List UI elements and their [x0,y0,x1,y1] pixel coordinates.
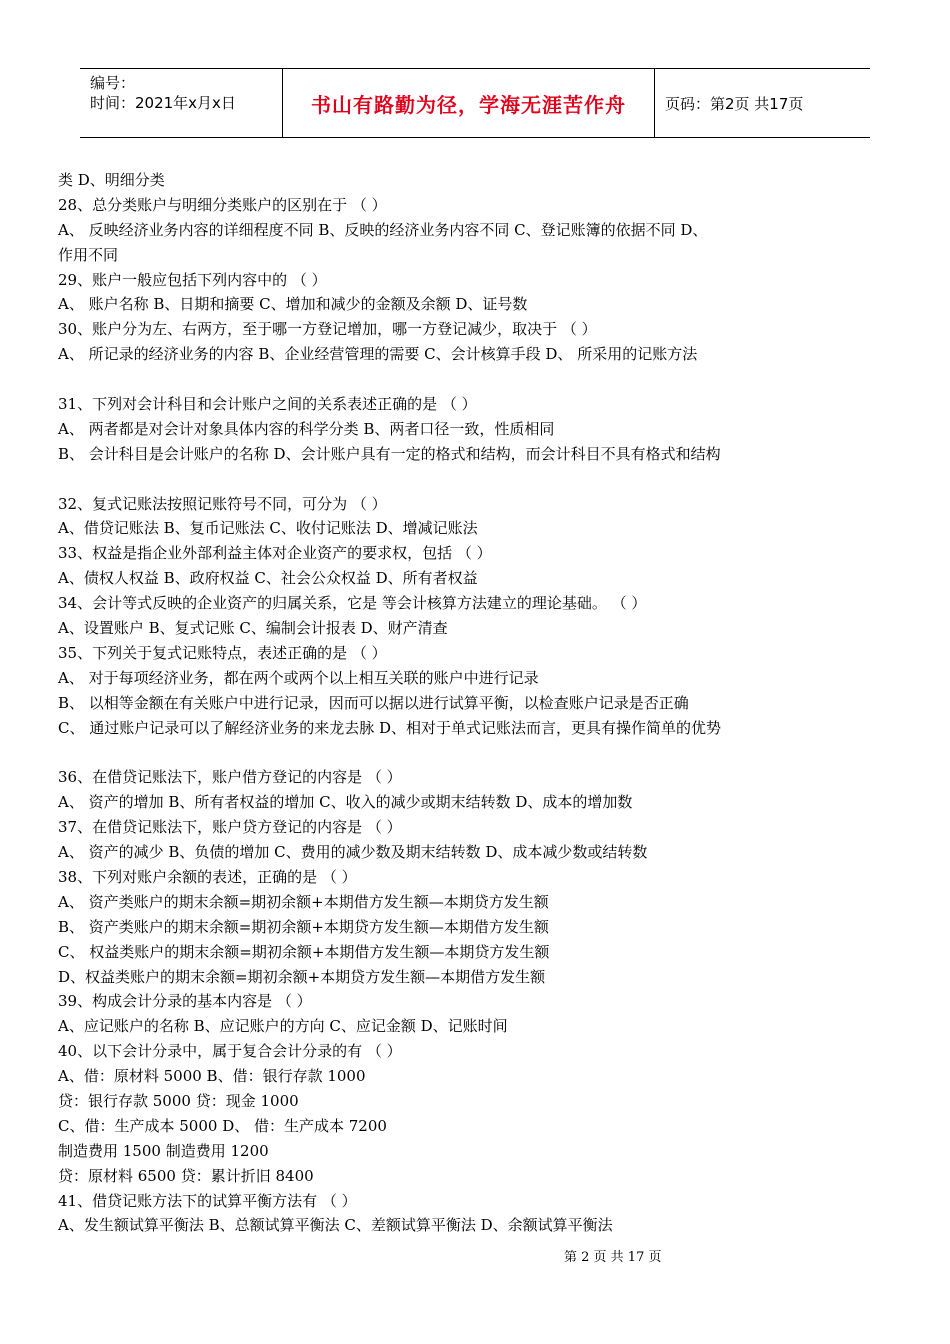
text-line: A、发生额试算平衡法 B、总额试算平衡法 C、差额试算平衡法 D、余额试算平衡法 [58,1216,613,1235]
text-line: 38、下列对账户余额的表述，正确的是 （ ） [58,867,357,886]
blank-line [58,740,828,765]
text-line: C、 权益类账户的期末余额=期初余额+本期借方发生额—本期贷方发生额 [58,942,550,961]
text-line: 34、会计等式反映的企业资产的归属关系，它是 等会计核算方法建立的理论基础。 （ ） [58,594,647,613]
blank-line [58,467,828,492]
text-line: 31、下列对会计科目和会计账户之间的关系表述正确的是 （ ） [58,395,477,414]
text-line: 36、在借贷记账法下，账户借方登记的内容是 （ ） [58,768,402,787]
text-line: 37、在借贷记账法下，账户贷方登记的内容是 （ ） [58,818,402,837]
text-line: 39、构成会计分录的基本内容是 （ ） [58,992,312,1011]
header-motto: 书山有路勤为径，学海无涯苦作舟 [283,69,655,137]
text-line: 30、账户分为左、右两方，至于哪一方登记增加，哪一方登记减少，取决于 （ ） [58,320,597,339]
text-line: B、 以相等金额在有关账户中进行记录，因而可以据以进行试算平衡，以检查账户记录是否正确 [58,693,689,712]
document-body [58,168,828,1238]
text-line: A、 所记录的经济业务的内容 B、企业经营管理的需要 C、会计核算手段 D、 所采用的记账方法 [58,345,698,364]
document-time-label: 时间：2021年x月x日 [90,94,236,112]
text-line: A、 资产的增加 B、所有者权益的增加 C、收入的减少或期末结转数 D、成本的增加数 [58,793,633,812]
text-line: 作用不同 [58,245,119,264]
text-line: 29、账户一般应包括下列内容中的 （ ） [58,270,327,289]
text-line: 类 D、明细分类 [58,171,165,189]
text-line: 41、借贷记账方法下的试算平衡方法有 （ ） [58,1191,357,1210]
text-line: A、设置账户 B、复式记账 C、编制会计报表 D、财产清查 [58,619,448,638]
blank-line [58,367,828,392]
document-number-label: 编号： [90,74,136,92]
text-line: B、 会计科目是会计账户的名称 D、会计账户具有一定的格式和结构，而会计科目不具有格式和结构 [58,444,721,463]
text-line: A、 两者都是对会计对象具体内容的科学分类 B、两者口径一致，性质相同 [58,419,555,438]
header-page-number: 页码：第2页 共17页 [665,94,804,113]
text-line: A、 反映经济业务内容的详细程度不同 B、反映的经济业务内容不同 C、登记账簿的依据不同 D、 [58,220,708,239]
header-meta [80,69,283,137]
page-header [80,68,870,138]
text-line: B、 资产类账户的期末余额=期初余额+本期贷方发生额—本期借方发生额 [58,917,549,936]
text-line: 贷：银行存款 5000 贷：现金 1000 [58,1091,299,1110]
text-line: C、 通过账户记录可以了解经济业务的来龙去脉 D、相对于单式记账法而言，更具有操作简单的优势 [58,718,722,737]
text-line: A、 账户名称 B、日期和摘要 C、增加和减少的金额及余额 D、证号数 [58,295,528,314]
text-line: 35、下列关于复式记账特点，表述正确的是 （ ） [58,643,387,662]
text-line: 贷：原材料 6500 贷：累计折旧 8400 [58,1166,314,1185]
text-line: C、借：生产成本 5000 D、 借：生产成本 7200 [58,1116,387,1135]
text-line: A、 对于每项经济业务，都在两个或两个以上相互关联的账户中进行记录 [58,668,539,687]
text-line: 32、复式记账法按照记账符号不同，可分为 （ ） [58,494,387,513]
text-line: 40、以下会计分录中，属于复合会计分录的有 （ ） [58,1042,402,1061]
text-line: 33、权益是指企业外部利益主体对企业资产的要求权，包括 （ ） [58,544,492,563]
text-line: A、借：原材料 5000 B、借：银行存款 1000 [58,1067,366,1086]
page-footer: 第 2 页 共 17 页 [564,1250,662,1265]
text-line: D、权益类账户的期末余额=期初余额+本期贷方发生额—本期借方发生额 [58,967,546,986]
text-line: A、 资产的减少 B、负债的增加 C、费用的减少数及期末结转数 D、成本减少数或结转数 [58,843,648,862]
text-line: A、债权人权益 B、政府权益 C、社会公众权益 D、所有者权益 [58,569,478,588]
text-line: 制造费用 1500 制造费用 1200 [58,1141,269,1160]
text-line: 28、总分类账户与明细分类账户的区别在于 （ ） [58,195,387,214]
text-line: A、 资产类账户的期末余额=期初余额+本期借方发生额—本期贷方发生额 [58,892,549,911]
text-line: A、借贷记账法 B、复币记账法 C、收付记账法 D、增减记账法 [58,519,478,538]
text-line: A、应记账户的名称 B、应记账户的方向 C、应记金额 D、记账时间 [58,1017,508,1036]
